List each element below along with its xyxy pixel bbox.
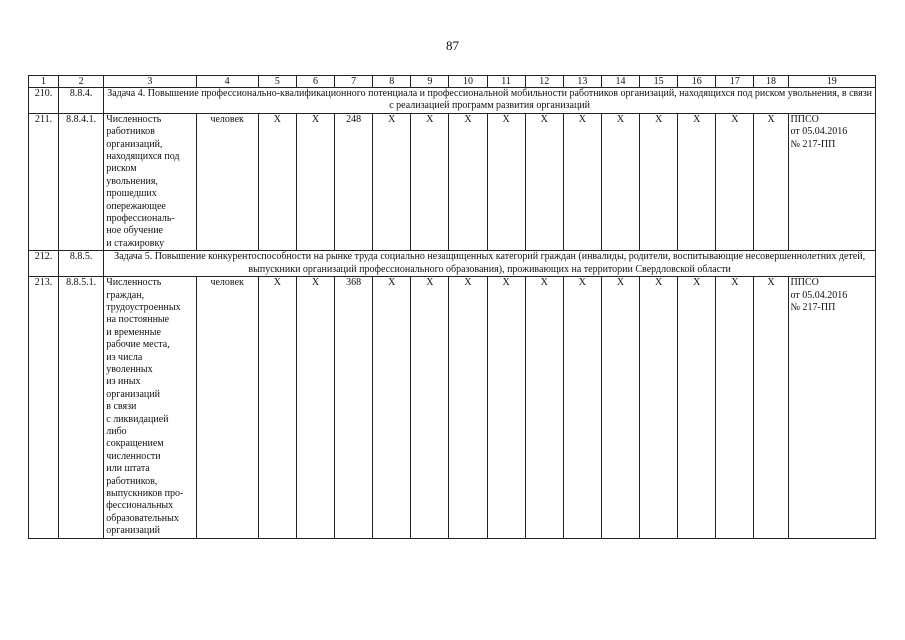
column-header: 11 (487, 76, 525, 88)
row-code: 8.8.5.1. (59, 277, 104, 539)
column-header: 4 (196, 76, 258, 88)
value-cell: X (258, 277, 296, 539)
column-header: 8 (373, 76, 411, 88)
value-cell: X (525, 113, 563, 250)
unit-cell: человек (196, 277, 258, 539)
task-text: Задача 5. Повышение конкурентоспособности на рынке труда социально незащищенных категорий граждан (инвалиды, родители, воспитывающие несовершеннолетних детей, выпускники организаций профессионального образования), проживающих на территории Свердловской области (104, 251, 876, 277)
value-cell: X (601, 277, 639, 539)
column-header: 15 (640, 76, 678, 88)
indicator-row (29, 113, 876, 250)
value-cell: X (716, 113, 754, 250)
value-cell: 368 (335, 277, 373, 539)
unit-cell: человек (196, 113, 258, 250)
value-cell: X (601, 113, 639, 250)
value-cell: X (640, 277, 678, 539)
column-header: 12 (525, 76, 563, 88)
indicator-row (29, 277, 876, 539)
value-cell: X (754, 113, 788, 250)
value-cell: 248 (335, 113, 373, 250)
column-header: 9 (411, 76, 449, 88)
column-header: 7 (335, 76, 373, 88)
row-code: 8.8.5. (59, 251, 104, 277)
value-cell: X (563, 277, 601, 539)
value-cell: X (754, 277, 788, 539)
source-document: ППСО от 05.04.2016 № 217-ПП (788, 277, 875, 539)
value-cell: X (640, 113, 678, 250)
value-cell: X (678, 277, 716, 539)
value-cell: X (411, 113, 449, 250)
column-header: 19 (788, 76, 875, 88)
row-code: 8.8.4. (59, 88, 104, 114)
column-number-row (29, 76, 876, 88)
row-number: 212. (29, 251, 59, 277)
column-header: 13 (563, 76, 601, 88)
task-row (29, 88, 876, 114)
column-header: 2 (59, 76, 104, 88)
value-cell: X (449, 277, 487, 539)
column-header: 17 (716, 76, 754, 88)
value-cell: X (296, 113, 334, 250)
row-number: 210. (29, 88, 59, 114)
column-header: 16 (678, 76, 716, 88)
indicator-name: Численность работников организаций, находящихся под риском увольнения, прошедших опережающее профессиональ- ное обучение и стажировку (104, 113, 196, 250)
value-cell: X (678, 113, 716, 250)
task-text: Задача 4. Повышение профессионально-квалификационного потенциала и профессиональной мобильности работников организаций, находящихся под риском увольнения, в связи с реализацией программ развития организаций (104, 88, 876, 114)
column-header: 18 (754, 76, 788, 88)
value-cell: X (296, 277, 334, 539)
row-number: 211. (29, 113, 59, 250)
source-document: ППСО от 05.04.2016 № 217-ПП (788, 113, 875, 250)
column-header: 14 (601, 76, 639, 88)
column-header: 5 (258, 76, 296, 88)
value-cell: X (258, 113, 296, 250)
value-cell: X (487, 277, 525, 539)
value-cell: X (449, 113, 487, 250)
value-cell: X (411, 277, 449, 539)
value-cell: X (487, 113, 525, 250)
value-cell: X (716, 277, 754, 539)
indicator-name: Численность граждан, трудоустроенных на постоянные и временные рабочие места, из числа уволенных из иных организаций в связи с ликвидацией либо сокращением численности или штата работников, выпускников про- фессиональных образовательных организаций (104, 277, 196, 539)
column-header: 6 (296, 76, 334, 88)
value-cell: X (525, 277, 563, 539)
value-cell: X (373, 113, 411, 250)
page-number: 87 (446, 38, 459, 53)
value-cell: X (563, 113, 601, 250)
column-header: 1 (29, 76, 59, 88)
task-row (29, 251, 876, 277)
indicators-table (28, 75, 876, 539)
column-header: 3 (104, 76, 196, 88)
column-header: 10 (449, 76, 487, 88)
row-code: 8.8.4.1. (59, 113, 104, 250)
value-cell: X (373, 277, 411, 539)
row-number: 213. (29, 277, 59, 539)
